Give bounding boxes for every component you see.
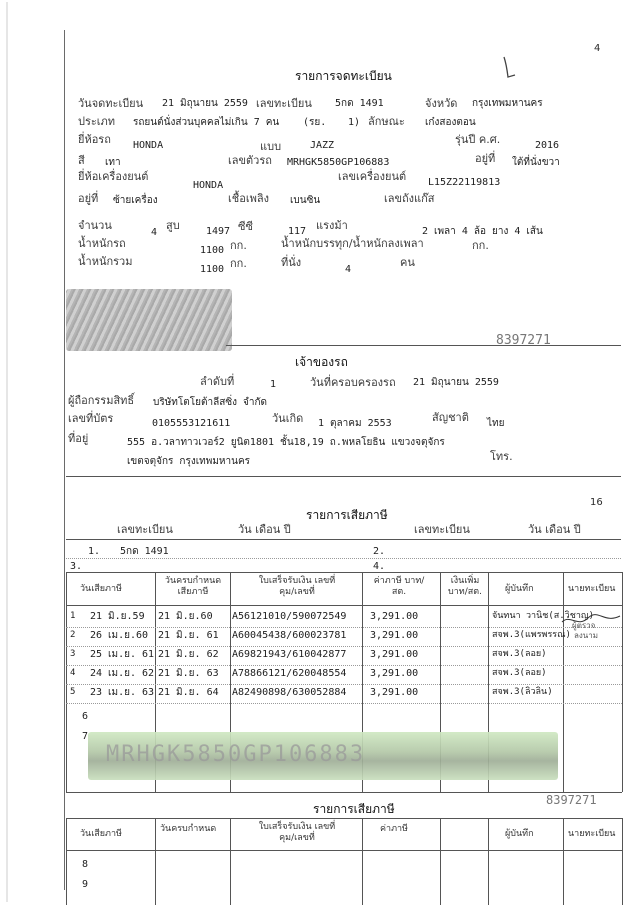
tax-row-paid: 26 เม.ย.60 bbox=[90, 630, 149, 641]
tax-row-receipt: A56121010/590072549 bbox=[232, 611, 347, 622]
registration-title: รายการจดทะเบียน bbox=[295, 69, 392, 83]
fuel-value: เบนซิน bbox=[290, 195, 321, 206]
tax2-col-line-1 bbox=[155, 818, 156, 905]
style-value: เก๋งสองตอน bbox=[425, 117, 476, 128]
plate-1-value: 5กด 1491 bbox=[120, 546, 169, 557]
tax-row-line bbox=[66, 684, 622, 685]
nation-value: ไทย bbox=[487, 418, 505, 429]
tax-header-paid: วันเสียภาษี bbox=[80, 584, 122, 594]
tax-header-rule bbox=[66, 539, 621, 540]
handwritten-mark bbox=[500, 55, 520, 80]
tax-row-line bbox=[66, 627, 622, 628]
weight-label: น้ำหนักรถ bbox=[78, 237, 126, 250]
model-label: แบบ bbox=[260, 140, 282, 153]
style-label: ลักษณะ bbox=[368, 115, 405, 128]
tax2-table-top bbox=[66, 818, 622, 819]
tax-row-receipt: A78866121/620048554 bbox=[232, 668, 347, 679]
engine-brand-label: ยี่ห้อเครื่องยนต์ bbox=[78, 170, 149, 183]
tax-table-head-bottom bbox=[66, 605, 622, 606]
serial-top: 8397271 bbox=[496, 333, 551, 348]
plate-dotted-line bbox=[66, 558, 621, 559]
tax2-header-amount: ค่าภาษี bbox=[380, 824, 408, 834]
possess-label: วันที่ครอบครองรถ bbox=[310, 376, 396, 389]
chassis-label: เลขตัวรถ bbox=[228, 154, 272, 167]
owner-title: เจ้าของรถ bbox=[295, 355, 348, 369]
brand-value: HONDA bbox=[133, 140, 164, 151]
engine-no-value: L15Z22119813 bbox=[428, 177, 501, 188]
count-value: 4 bbox=[151, 227, 158, 238]
tax-row-due: 21 มิ.ย. 61 bbox=[158, 630, 219, 641]
tax2-row-8: 8 bbox=[82, 859, 89, 870]
tax-row-paid: 23 เม.ย. 63 bbox=[90, 687, 155, 698]
chassis-value: MRHGK5850GP106883 bbox=[287, 157, 390, 168]
seats-value: 4 bbox=[345, 264, 352, 275]
signature-1: ผู้ตรวจ bbox=[572, 621, 596, 630]
gross-label: น้ำหนักรวม bbox=[78, 255, 133, 268]
kg-3: กก. bbox=[230, 257, 247, 270]
tax2-table-head-bottom bbox=[66, 850, 622, 851]
tax-col-line-7 bbox=[622, 572, 623, 792]
tax2-col-line-3 bbox=[362, 818, 363, 905]
card-value: 0105553121611 bbox=[152, 418, 231, 429]
tax-row-due: 21 มิ.ย.60 bbox=[158, 611, 213, 622]
persons-label: คน bbox=[400, 256, 415, 269]
tax-table-top bbox=[66, 572, 622, 573]
page-number-mid: 16 bbox=[590, 497, 603, 508]
type-label: ประเภท bbox=[78, 115, 116, 128]
reg-date-label: วันจดทะเบียน bbox=[78, 97, 144, 110]
tax-table-bottom bbox=[66, 792, 622, 793]
tax-header-recorder: ผู้บันทึก bbox=[505, 584, 534, 594]
tax2-header-receipt: ใบเสร็จรับเงิน เลขที่คุม/เลขที่ bbox=[258, 822, 336, 843]
serial-bottom: 8397271 bbox=[546, 793, 597, 807]
tax-header-amount: ค่าภาษี บาท/สต. bbox=[373, 576, 425, 597]
location-label: อยู่ที่ bbox=[475, 152, 496, 165]
engine-loc-label: อยู่ที่ bbox=[78, 192, 99, 205]
possess-value: 21 มิถุนายน 2559 bbox=[413, 377, 499, 388]
order-value: 1 bbox=[270, 379, 277, 390]
plate-4-num: 4. bbox=[373, 561, 386, 572]
tax-row-due: 21 มิ.ย. 63 bbox=[158, 668, 219, 679]
tax-col-line-6 bbox=[563, 572, 564, 792]
tax2-header-paid: วันเสียภาษี bbox=[80, 829, 122, 839]
tax-col-date2: วัน เดือน ปี bbox=[528, 523, 581, 536]
brand-label: ยี่ห้อรถ bbox=[78, 133, 111, 146]
tax-col-reg: เลขทะเบียน bbox=[117, 523, 173, 536]
addr-line-2: เขตจตุจักร กรุงเทพมหานคร bbox=[127, 456, 251, 467]
birth-label: วันเกิด bbox=[272, 412, 304, 425]
tax-row-receipt: A60045438/600023781 bbox=[232, 630, 347, 641]
plate-2-num: 2. bbox=[373, 546, 386, 557]
tax-row-receipt: A69821943/610042877 bbox=[232, 649, 347, 660]
tax-col-reg2: เลขทะเบียน bbox=[414, 523, 470, 536]
order-label: ลำดับที่ bbox=[200, 375, 235, 388]
tax2-col-line-5 bbox=[488, 818, 489, 905]
hp-label: แรงม้า bbox=[316, 219, 348, 232]
plate-3-num: 3. bbox=[70, 561, 83, 572]
engine-no-label: เลขเครื่องยนต์ bbox=[338, 170, 407, 183]
tax-row-amount: 3,291.00 bbox=[370, 630, 419, 641]
tax-row-no: 4 bbox=[70, 668, 76, 678]
addr-line-1: 555 อ.วลาทาวเวอร์2 ยูนิต1801 ชั้น18,19 ถ.พหลโยธิน แขวงจตุจักร bbox=[127, 437, 445, 448]
type-value: รถยนต์นั่งส่วนบุคคลไม่เกิน 7 คน bbox=[133, 117, 280, 128]
tax-row-due: 21 มิ.ย. 62 bbox=[158, 649, 219, 660]
gross-value: 1100 bbox=[200, 264, 225, 275]
section-rule-2 bbox=[66, 476, 621, 477]
wheels-value: 2 เพลา 4 ล้อ ยาง 4 เส้น bbox=[422, 226, 543, 237]
tax-row-recorder: สจพ.3(แพรพรรณ) bbox=[492, 630, 571, 640]
page-number-top: 4 bbox=[594, 43, 601, 54]
card-label: เลขที่บัตร bbox=[68, 412, 114, 425]
tax-row-amount: 3,291.00 bbox=[370, 649, 419, 660]
count-label: จำนวน bbox=[78, 219, 112, 232]
kg-2: กก. bbox=[472, 239, 489, 252]
tel-label: โทร. bbox=[490, 450, 513, 463]
tax2-header-due: วันครบกำหนด bbox=[160, 824, 217, 834]
addr-label: ที่อยู่ bbox=[68, 432, 89, 445]
tax-row-amount: 3,291.00 bbox=[370, 611, 419, 622]
reg-date-value: 21 มิถุนายน 2559 bbox=[162, 98, 248, 109]
cc-label: ซีซี bbox=[238, 220, 253, 233]
tax-row-no: 2 bbox=[70, 630, 76, 640]
signature-2: ลงนาม bbox=[574, 631, 599, 640]
seats-label: ที่นั่ง bbox=[281, 256, 302, 269]
nation-label: สัญชาติ bbox=[432, 411, 469, 424]
tax2-col-line-4 bbox=[440, 818, 441, 905]
model-value: JAZZ bbox=[310, 140, 335, 151]
tax-row-paid: 25 เม.ย. 61 bbox=[90, 649, 155, 660]
reg-no-value: 5กด 1491 bbox=[335, 98, 384, 109]
gas-label: เลขถังแก๊ส bbox=[384, 192, 435, 205]
tax-row-recorder: สจพ.3(ลอย) bbox=[492, 668, 547, 678]
holder-value: บริษัทโตโยต้าลีสซิ่ง จำกัด bbox=[153, 397, 268, 408]
reg-no-label: เลขทะเบียน bbox=[256, 97, 312, 110]
tax2-header-registrar: นายทะเบียน bbox=[568, 829, 616, 839]
plate-1-num: 1. bbox=[88, 546, 101, 557]
tax2-col-line-6 bbox=[563, 818, 564, 905]
province-value: กรุงเทพมหานคร bbox=[472, 98, 543, 109]
tax-col-line-0 bbox=[66, 572, 67, 792]
engine-brand-value: HONDA bbox=[193, 180, 224, 191]
tax-row-6: 6 bbox=[82, 711, 89, 722]
tax2-col-line-2 bbox=[230, 818, 231, 905]
hp-value: 117 bbox=[288, 226, 307, 237]
tax-row-amount: 3,291.00 bbox=[370, 687, 419, 698]
year-value: 2016 bbox=[535, 140, 560, 151]
tax-row-no: 3 bbox=[70, 649, 76, 659]
weight-value: 1100 bbox=[200, 245, 225, 256]
redacted-stamp bbox=[66, 289, 232, 351]
tax-row-7: 7 bbox=[82, 731, 89, 742]
tax-row-line bbox=[66, 703, 622, 704]
tax-row-line bbox=[66, 665, 622, 666]
redacted-vin-text: MRHGK5850GP106883 bbox=[106, 742, 366, 767]
tax-row-line bbox=[66, 646, 622, 647]
tax-row-no: 5 bbox=[70, 687, 76, 697]
cyl-label: สูบ bbox=[166, 219, 180, 232]
kg-1: กก. bbox=[230, 239, 247, 252]
tax-row-amount: 3,291.00 bbox=[370, 668, 419, 679]
tax-row-no: 1 bbox=[70, 611, 76, 621]
holder-label: ผู้ถือกรรมสิทธิ์ bbox=[68, 394, 135, 407]
tax2-col-line-7 bbox=[622, 818, 623, 905]
color-label: สี bbox=[78, 154, 85, 167]
tax-title: รายการเสียภาษี bbox=[306, 508, 388, 522]
color-value: เทา bbox=[105, 157, 121, 168]
tax2-title: รายการเสียภาษี bbox=[313, 802, 395, 816]
tax-header-due: วันครบกำหนด เสียภาษี bbox=[164, 576, 222, 597]
type-code: (รย. bbox=[303, 117, 327, 128]
tax-row-recorder: สจพ.3(ลอย) bbox=[492, 649, 547, 659]
load-label: น้ำหนักบรรทุก/น้ำหนักลงเพลา bbox=[281, 237, 424, 250]
tax2-row-9: 9 bbox=[82, 879, 89, 890]
tax-header-surcharge: เงินเพิ่ม บาท/สต. bbox=[448, 576, 482, 597]
left-margin-rule bbox=[64, 30, 65, 890]
tax-header-receipt: ใบเสร็จรับเงิน เลขที่คุม/เลขที่ bbox=[258, 576, 336, 597]
section-rule-1 bbox=[226, 345, 621, 346]
tax-row-recorder: จันทนา วานิช(ส.วิชาญ) bbox=[492, 611, 594, 621]
fuel-label: เชื้อเพลิง bbox=[228, 192, 269, 205]
tax2-header-recorder: ผู้บันทึก bbox=[505, 829, 534, 839]
year-label: รุ่นปี ค.ศ. bbox=[455, 133, 501, 146]
type-code-num: 1) bbox=[348, 117, 361, 128]
cc-value: 1497 bbox=[206, 226, 231, 237]
tax-row-paid: 21 มิ.ย.59 bbox=[90, 611, 145, 622]
tax-col-date: วัน เดือน ปี bbox=[238, 523, 291, 536]
tax-row-receipt: A82490898/630052884 bbox=[232, 687, 347, 698]
province-label: จังหวัด bbox=[425, 97, 458, 110]
engine-loc-value: ซ้ายเครื่อง bbox=[113, 195, 158, 206]
tax-header-registrar: นายทะเบียน bbox=[568, 584, 616, 594]
tax2-col-line-0 bbox=[66, 818, 67, 905]
location-value: ใต้ที่นั่งขวา bbox=[512, 157, 560, 168]
tax-row-due: 21 มิ.ย. 64 bbox=[158, 687, 219, 698]
birth-value: 1 ตุลาคม 2553 bbox=[318, 418, 392, 429]
tax-row-recorder: สจพ.3(ลิวลิน) bbox=[492, 687, 553, 697]
tax-row-paid: 24 เม.ย. 62 bbox=[90, 668, 155, 679]
